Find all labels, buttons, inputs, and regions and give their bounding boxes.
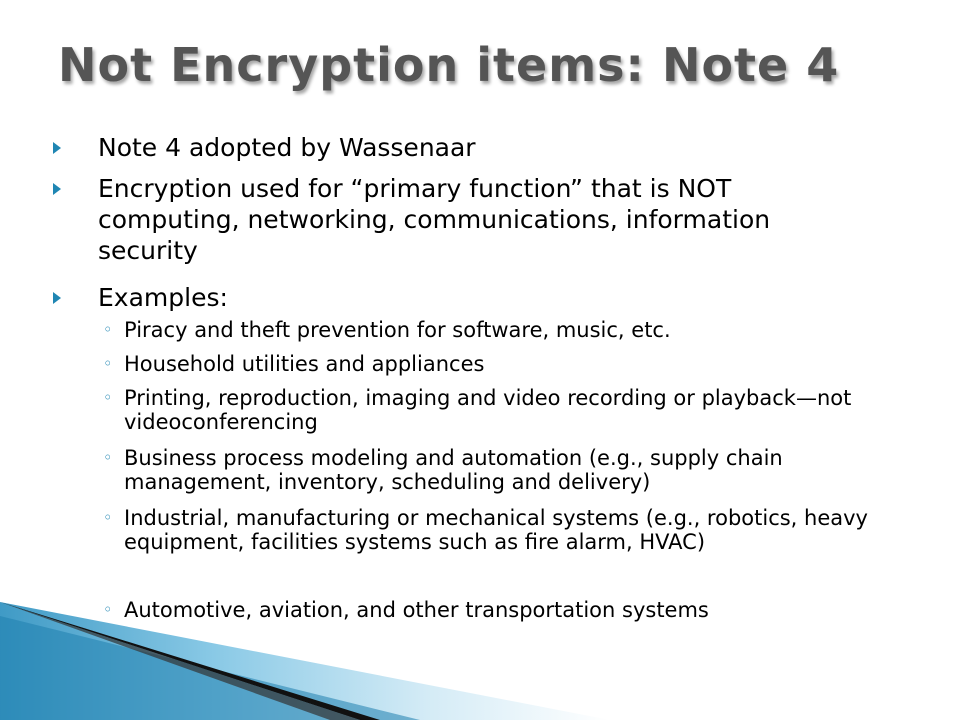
bullet-item	[74, 132, 874, 163]
bullet-text: Examples:	[98, 283, 228, 312]
ring-bullet-icon: ◦	[103, 354, 113, 373]
sub-bullet-text: Industrial, manufacturing or mechanical systems (e.g., robotics, heavy equipment, facilities systems such as fire alarm, HVAC)	[124, 506, 868, 554]
arrow-bullet-icon	[53, 292, 61, 304]
sub-bullet-text: Business process modeling and automation (e.g., supply chain management, inventory, scheduling and delivery)	[124, 446, 783, 494]
sub-bullet-item	[103, 318, 873, 342]
bullet-text: Encryption used for “primary function” that is NOT computing, networking, communications, information security	[98, 174, 771, 265]
sub-bullet-text: Automotive, aviation, and other transportation systems	[124, 598, 709, 622]
arrow-bullet-icon	[53, 183, 61, 195]
ring-bullet-icon: ◦	[103, 448, 113, 467]
ring-bullet-icon: ◦	[103, 600, 113, 619]
decorative-swoosh	[0, 590, 960, 720]
bullet-text: Note 4 adopted by Wassenaar	[98, 133, 476, 162]
sub-bullet-text: Piracy and theft prevention for software, music, etc.	[124, 318, 671, 342]
sub-bullet-item	[103, 446, 873, 494]
sub-bullet-item	[103, 386, 873, 434]
sub-bullet-text: Printing, reproduction, imaging and video recording or playback—not videoconferencing	[124, 386, 852, 434]
sub-bullet-item	[103, 506, 873, 554]
arrow-bullet-icon	[53, 142, 61, 154]
ring-bullet-icon: ◦	[103, 388, 113, 407]
ring-bullet-icon: ◦	[103, 508, 113, 527]
ring-bullet-icon: ◦	[103, 320, 113, 339]
bullet-item	[74, 173, 874, 266]
sub-bullet-text: Household utilities and appliances	[124, 352, 485, 376]
bullet-item	[74, 282, 874, 313]
sub-bullet-item	[103, 352, 873, 376]
slide-title: Not Encryption items: Note 4	[58, 38, 840, 92]
